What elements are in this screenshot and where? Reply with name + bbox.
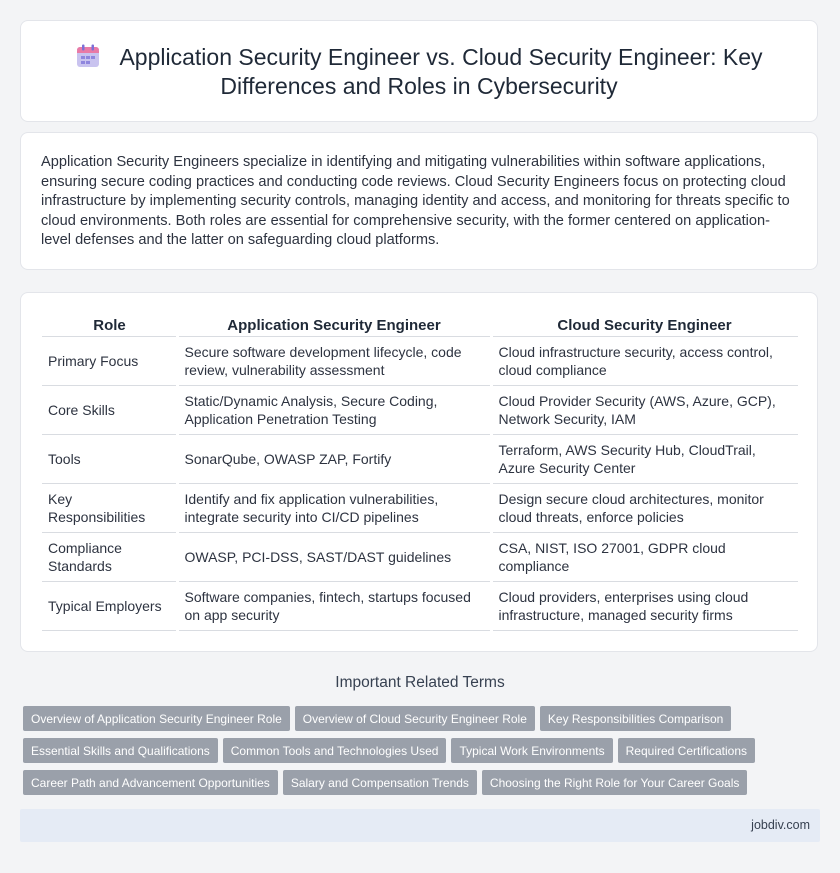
table-cell: OWASP, PCI-DSS, SAST/DAST guidelines — [177, 533, 491, 582]
related-term-link[interactable]: Salary and Compensation Trends — [283, 770, 477, 795]
row-label: Primary Focus — [42, 337, 177, 386]
row-label: Tools — [42, 435, 177, 484]
table-cell: CSA, NIST, ISO 27001, GDPR cloud compliance — [491, 533, 798, 582]
comparison-table — [42, 314, 798, 631]
table-cell: Terraform, AWS Security Hub, CloudTrail, Azure Security Center — [491, 435, 798, 484]
table-cell: Cloud infrastructure security, access control, cloud compliance — [491, 337, 798, 386]
page-title-text: Application Security Engineer vs. Cloud Security Engineer: Key Differences and Roles in Cybersecurity — [119, 44, 763, 99]
site-link[interactable]: jobdiv.com — [751, 818, 810, 832]
table-cell: Design secure cloud architectures, monitor cloud threats, enforce policies — [491, 484, 798, 533]
table-row — [42, 337, 798, 386]
row-label: Key Responsibilities — [42, 484, 177, 533]
table-cell: Identify and fix application vulnerabilities, integrate security into CI/CD pipelines — [177, 484, 491, 533]
table-row — [42, 484, 798, 533]
comparison-card — [20, 292, 818, 652]
title-card — [20, 20, 818, 122]
table-row — [42, 582, 798, 631]
table-cell: SonarQube, OWASP ZAP, Fortify — [177, 435, 491, 484]
table-row — [42, 386, 798, 435]
column-header-cloud: Cloud Security Engineer — [491, 314, 798, 337]
table-cell: Static/Dynamic Analysis, Secure Coding, Application Penetration Testing — [177, 386, 491, 435]
related-terms-heading: Important Related Terms — [335, 674, 505, 691]
related-term-link[interactable]: Choosing the Right Role for Your Career Goals — [482, 770, 747, 795]
related-term-link[interactable]: Key Responsibilities Comparison — [540, 706, 731, 731]
table-row — [42, 435, 798, 484]
page-title — [61, 43, 777, 101]
related-term-link[interactable]: Common Tools and Technologies Used — [223, 738, 447, 763]
column-header-role: Role — [42, 314, 177, 337]
row-label: Core Skills — [42, 386, 177, 435]
column-header-application: Application Security Engineer — [177, 314, 491, 337]
intro-paragraph: Application Security Engineers specialize in identifying and mitigating vulnerabilities within software applications, ensuring secure coding practices and conducting code reviews. Cloud Security Engineers focus on protecting cloud infrastructure by implementing security controls, managing identity and access, and monitoring for threats specific to cloud environments. Both roles are essential for comprehensive security, with the former centered on application-level defenses and the latter on safeguarding cloud platforms. — [41, 154, 790, 248]
table-row — [42, 533, 798, 582]
related-term-link[interactable]: Career Path and Advancement Opportunities — [23, 770, 278, 795]
table-cell: Cloud Provider Security (AWS, Azure, GCP), Network Security, IAM — [491, 386, 798, 435]
related-term-link[interactable]: Typical Work Environments — [451, 738, 612, 763]
related-term-link[interactable]: Overview of Cloud Security Engineer Role — [295, 706, 535, 731]
row-label: Typical Employers — [42, 582, 177, 631]
related-term-link[interactable]: Essential Skills and Qualifications — [23, 738, 218, 763]
row-label: Compliance Standards — [42, 533, 177, 582]
related-term-link[interactable]: Overview of Application Security Engineer Role — [23, 706, 290, 731]
table-cell: Secure software development lifecycle, code review, vulnerability assessment — [177, 337, 491, 386]
related-term-link[interactable]: Required Certifications — [618, 738, 755, 763]
calendar-icon — [75, 43, 101, 69]
related-terms-list — [23, 706, 823, 802]
intro-card — [20, 132, 818, 270]
table-header-row — [42, 314, 798, 337]
footer-bar — [20, 809, 820, 842]
table-cell: Cloud providers, enterprises using cloud infrastructure, managed security firms — [491, 582, 798, 631]
table-cell: Software companies, fintech, startups focused on app security — [177, 582, 491, 631]
